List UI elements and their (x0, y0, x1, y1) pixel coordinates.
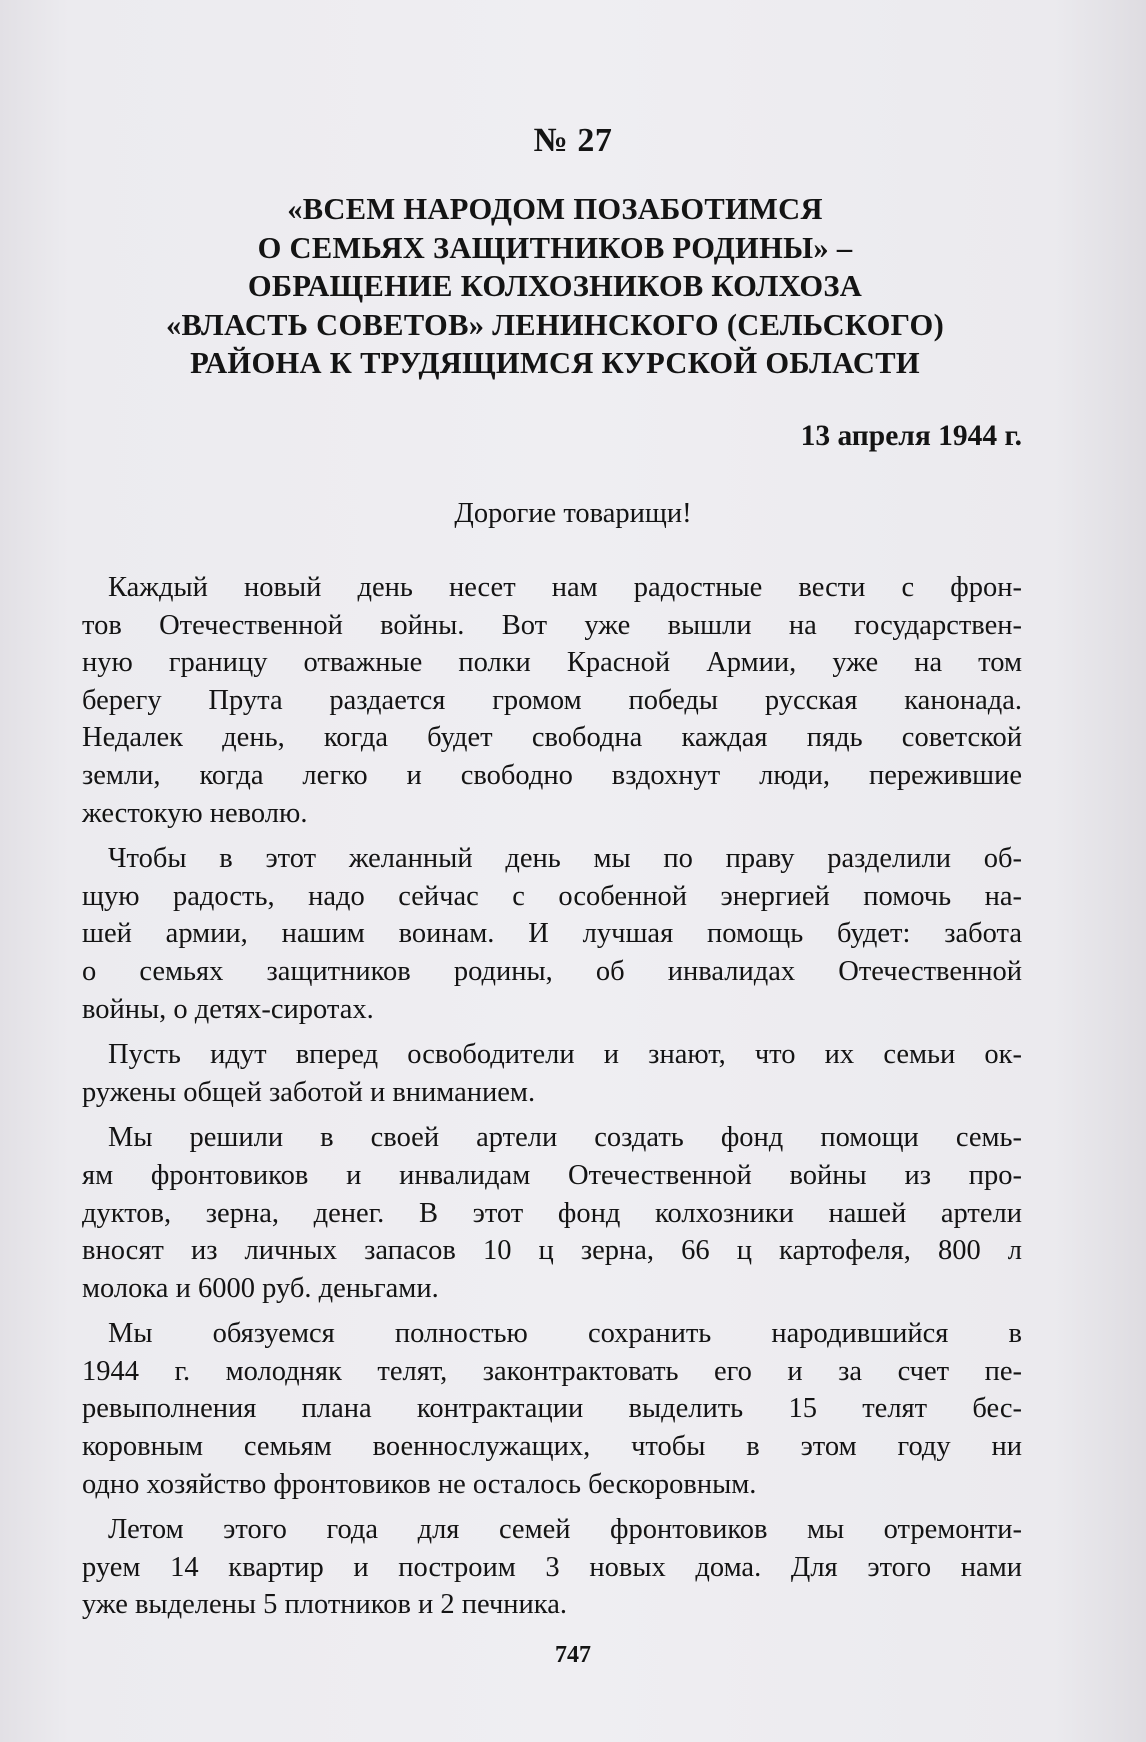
text-line: ную границу отважные полки Красной Армии, уже на том (82, 647, 1022, 679)
text-line: ревыполнения плана контрактации выделить 15 телят бес- (82, 1393, 1022, 1425)
paragraph (82, 1119, 1022, 1307)
text-line: ружены общей заботой и вниманием. (82, 1076, 536, 1108)
salutation: Дорогие товарищи! (454, 498, 692, 529)
text-line: уже выделены 5 плотников и 2 печника. (82, 1589, 568, 1621)
text-line: ям фронтовиков и инвалидам Отечественной войны из про- (82, 1159, 1022, 1191)
text-line: жестокую неволю. (82, 797, 308, 829)
title-line: «ВЛАСТЬ СОВЕТОВ» ЛЕНИНСКОГО (СЕЛЬСКОГО) (165, 307, 945, 342)
text-line: Пусть идут вперед освободители и знают, что их семьи ок- (108, 1039, 1022, 1071)
title-line: ОБРАЩЕНИЕ КОЛХОЗНИКОВ КОЛХОЗА (247, 269, 863, 303)
text-line: берегу Прута раздается громом победы русская канонада. (82, 684, 1022, 716)
text-line: Мы обязуемся полностью сохранить народившийся в (108, 1318, 1022, 1350)
text-line: дуктов, зерна, денег. В этот фонд колхозники нашей артели (82, 1197, 1022, 1229)
text-line: Чтобы в этот желанный день мы по праву разделили об- (108, 843, 1022, 875)
text-line: щую радость, надо сейчас с особенной энергией помочь на- (82, 880, 1022, 912)
paragraph (82, 1511, 1022, 1624)
document-title (140, 190, 970, 383)
text-line: Каждый новый день несет нам радостные вести с фрон- (108, 572, 1022, 603)
text-line: вносят из личных запасов 10 ц зерна, 66 ц картофеля, 800 л (82, 1235, 1022, 1267)
text-line: одно хозяйство фронтовиков не осталось бескоровным. (82, 1468, 757, 1500)
document-date: 13 апреля 1944 г. (800, 420, 1022, 452)
text-line: Летом этого года для семей фронтовиков мы отремонти- (108, 1514, 1022, 1546)
text-line: Мы решили в своей артели создать фонд помощи семь- (108, 1122, 1022, 1154)
paragraph (82, 1315, 1022, 1503)
title-line: РАЙОНА К ТРУДЯЩИМСЯ КУРСКОЙ ОБЛАСТИ (190, 346, 920, 380)
text-line: войны, о детях-сиротах. (82, 993, 374, 1025)
paragraph (82, 840, 1022, 1028)
text-line: молока и 6000 руб. деньгами. (82, 1272, 439, 1304)
paragraph (82, 1036, 1022, 1111)
text-line: тов Отечественной войны. Вот уже вышли на государствен- (82, 609, 1022, 641)
document-body (82, 569, 1022, 1632)
title-line: «ВСЕМ НАРОДОМ ПОЗАБОТИМСЯ (287, 192, 823, 226)
document-number: № 27 (533, 122, 613, 159)
text-line: шей армии, нашим воинам. И лучшая помощь будет: забота (82, 918, 1022, 950)
page-number: 747 (555, 1642, 591, 1668)
title-line: О СЕМЬЯХ ЗАЩИТНИКОВ РОДИНЫ» – (257, 230, 853, 265)
text-line: земли, когда легко и свободно вздохнут люди, пережившие (82, 759, 1022, 791)
text-line: о семьях защитников родины, об инвалидах Отечественной (82, 955, 1022, 987)
text-line: руем 14 квартир и построим 3 новых дома. Для этого нами (82, 1551, 1022, 1583)
paragraph (82, 569, 1022, 832)
text-line: коровным семьям военнослужащих, чтобы в этом году ни (82, 1431, 1022, 1463)
text-line: Недалек день, когда будет свободна каждая пядь советской (82, 722, 1022, 754)
text-line: 1944 г. молодняк телят, законтрактовать его и за счет пе- (82, 1355, 1022, 1387)
